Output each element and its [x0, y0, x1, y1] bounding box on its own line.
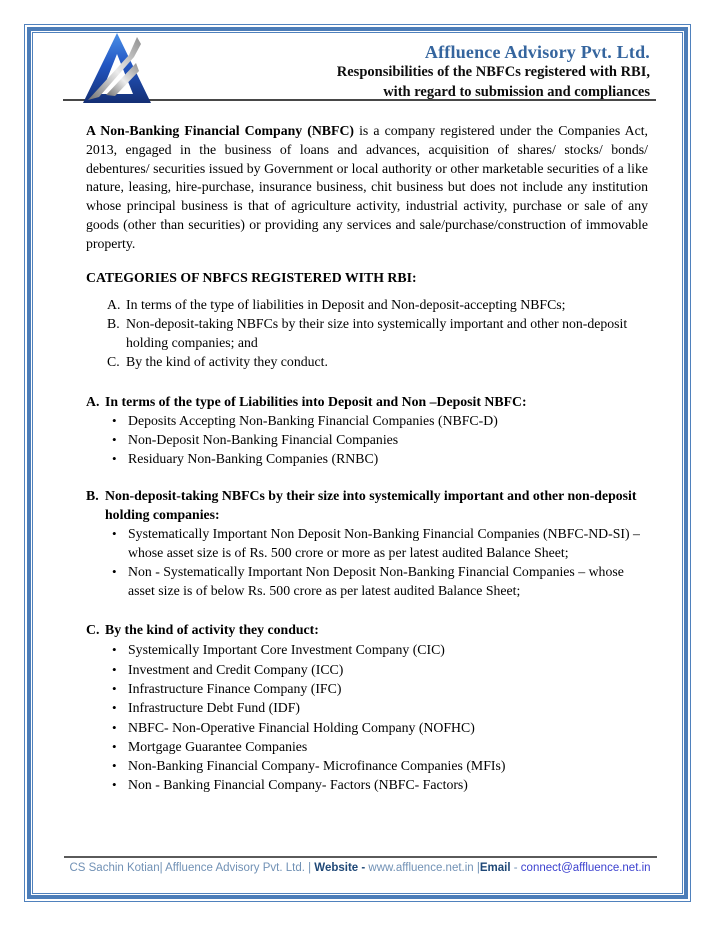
category-list-item: [107, 315, 648, 353]
bullet-item: [112, 679, 648, 698]
footer-website-url[interactable]: www.affluence.net.in: [368, 862, 477, 874]
bullet-item-text: Non - Banking Financial Company- Factors (NBFC- Factors): [128, 777, 468, 793]
bullet-item-text: Systemically Important Core Investment Company (CIC): [128, 642, 445, 658]
category-type-list: [86, 296, 648, 371]
section-b-heading: [86, 487, 648, 525]
section-activity: [86, 621, 648, 795]
section-b-bullet-list: [86, 525, 648, 600]
category-list-item: [107, 353, 648, 372]
bullet-icon: •: [112, 563, 117, 579]
bullet-item: [112, 698, 648, 717]
footer-pipe: |: [476, 862, 480, 874]
section-a-heading: [86, 393, 648, 412]
footer-author: CS Sachin Kotian| Affluence Advisory Pvt. Ltd. |: [69, 862, 315, 874]
company-name: Affluence Advisory Pvt. Ltd.: [424, 42, 650, 62]
doc-title-line2: with regard to submission and compliances: [383, 83, 650, 100]
bullet-item-text: Systematically Important Non Deposit Non-Banking Financial Companies (NBFC-ND-SI) – whose asset size is of Rs. 500 crore or more as per latest audited Balance Sheet;: [128, 526, 640, 561]
section-marker: B.: [86, 487, 99, 503]
intro-text: is a company registered under the Companies Act, 2013, engaged in the business of loans and advances, acquisition of shares/ stocks/ bonds/ debentures/ securities issued by Government or local authority or other marketable securities of a like nature, leasing, hire-purchase, insurance business, chit business but does not include any institution whose principal business is that of agriculture activity, industrial activity, purchase or sale of any goods (other than securities) or providing any services and sale/purchase/construction of immovable property.: [86, 123, 648, 251]
category-list-item: [107, 296, 648, 315]
bullet-icon: •: [112, 719, 117, 735]
company-logo-icon: [83, 33, 151, 103]
bullet-icon: •: [112, 432, 117, 448]
document-footer: [40, 861, 680, 876]
bullet-item-text: Non - Systematically Important Non Deposit Non-Banking Financial Companies – whose asset size is of below Rs. 500 crore as per latest audited Balance Sheet;: [128, 563, 624, 598]
bullet-item-text: Infrastructure Finance Company (IFC): [128, 680, 342, 696]
section-heading-text: By the kind of activity they conduct:: [105, 621, 319, 637]
section-heading-text: In terms of the type of Liabilities into Deposit and Non –Deposit NBFC:: [105, 393, 527, 409]
section-liabilities: [86, 393, 648, 469]
bullet-icon: •: [112, 450, 117, 466]
bullet-item: [112, 525, 648, 563]
list-item-text: In terms of the type of liabilities in Deposit and Non-deposit-accepting NBFCs;: [126, 297, 566, 313]
section-marker: A.: [86, 393, 100, 409]
bullet-item-text: Infrastructure Debt Fund (IDF): [128, 700, 301, 716]
footer-email-dash: -: [510, 862, 521, 874]
bullet-item: [112, 737, 648, 756]
intro-lead-bold: A Non-Banking Financial Company (NBFC): [86, 123, 354, 138]
bullet-item: [112, 450, 648, 469]
bullet-item: [112, 431, 648, 450]
footer-divider: [64, 856, 657, 858]
bullet-icon: •: [112, 680, 117, 696]
bullet-item-text: Residuary Non-Banking Companies (RNBC): [128, 450, 379, 466]
bullet-icon: •: [112, 661, 117, 677]
bullet-icon: •: [112, 758, 117, 774]
bullet-icon: •: [112, 700, 117, 716]
bullet-item: [112, 412, 648, 431]
list-item-text: Non-deposit-taking NBFCs by their size into systemically important and other non-deposit holding companies; and: [126, 316, 628, 350]
bullet-item: [112, 640, 648, 659]
bullet-item-text: Investment and Credit Company (ICC): [128, 661, 344, 677]
list-marker: B.: [107, 316, 120, 332]
bullet-item-text: Mortgage Guarantee Companies: [128, 738, 308, 754]
list-marker: C.: [107, 353, 120, 369]
categories-heading: CATEGORIES OF NBFCS REGISTERED WITH RBI:: [86, 269, 417, 285]
bullet-icon: •: [112, 526, 117, 542]
section-a-bullet-list: [86, 412, 648, 468]
section-c-bullet-list: [86, 640, 648, 794]
document-header: [337, 41, 650, 102]
section-c-heading: [86, 621, 648, 640]
footer-email-label: Email: [479, 862, 511, 874]
bullet-item: [112, 718, 648, 737]
list-item-text: By the kind of activity they conduct.: [126, 353, 328, 369]
bullet-item-text: NBFC- Non-Operative Financial Holding Company (NOFHC): [128, 719, 475, 735]
bullet-item: [112, 775, 648, 794]
bullet-icon: •: [112, 777, 117, 793]
list-marker: A.: [107, 297, 121, 313]
doc-title-line1: Responsibilities of the NBFCs registered with RBI,: [336, 64, 650, 80]
bullet-item: [112, 563, 648, 601]
intro-paragraph: [86, 122, 648, 254]
section-size: [86, 487, 648, 601]
section-marker: C.: [86, 621, 100, 637]
document-body: [86, 122, 648, 795]
bullet-item-text: Deposits Accepting Non-Banking Financial Companies (NBFC-D): [128, 413, 498, 429]
bullet-item: [112, 660, 648, 679]
bullet-icon: •: [112, 413, 117, 429]
bullet-icon: •: [112, 642, 117, 658]
bullet-item: [112, 756, 648, 775]
bullet-item-text: Non-Deposit Non-Banking Financial Companies: [128, 432, 399, 448]
bullet-item-text: Non-Banking Financial Company- Microfinance Companies (MFIs): [128, 758, 506, 774]
footer-website-label: Website -: [314, 862, 369, 874]
footer-email-link[interactable]: connect@affluence.net.in: [520, 862, 651, 874]
bullet-icon: •: [112, 738, 117, 754]
section-heading-text: Non-deposit-taking NBFCs by their size into systemically important and other non-deposit holding companies:: [105, 487, 637, 522]
